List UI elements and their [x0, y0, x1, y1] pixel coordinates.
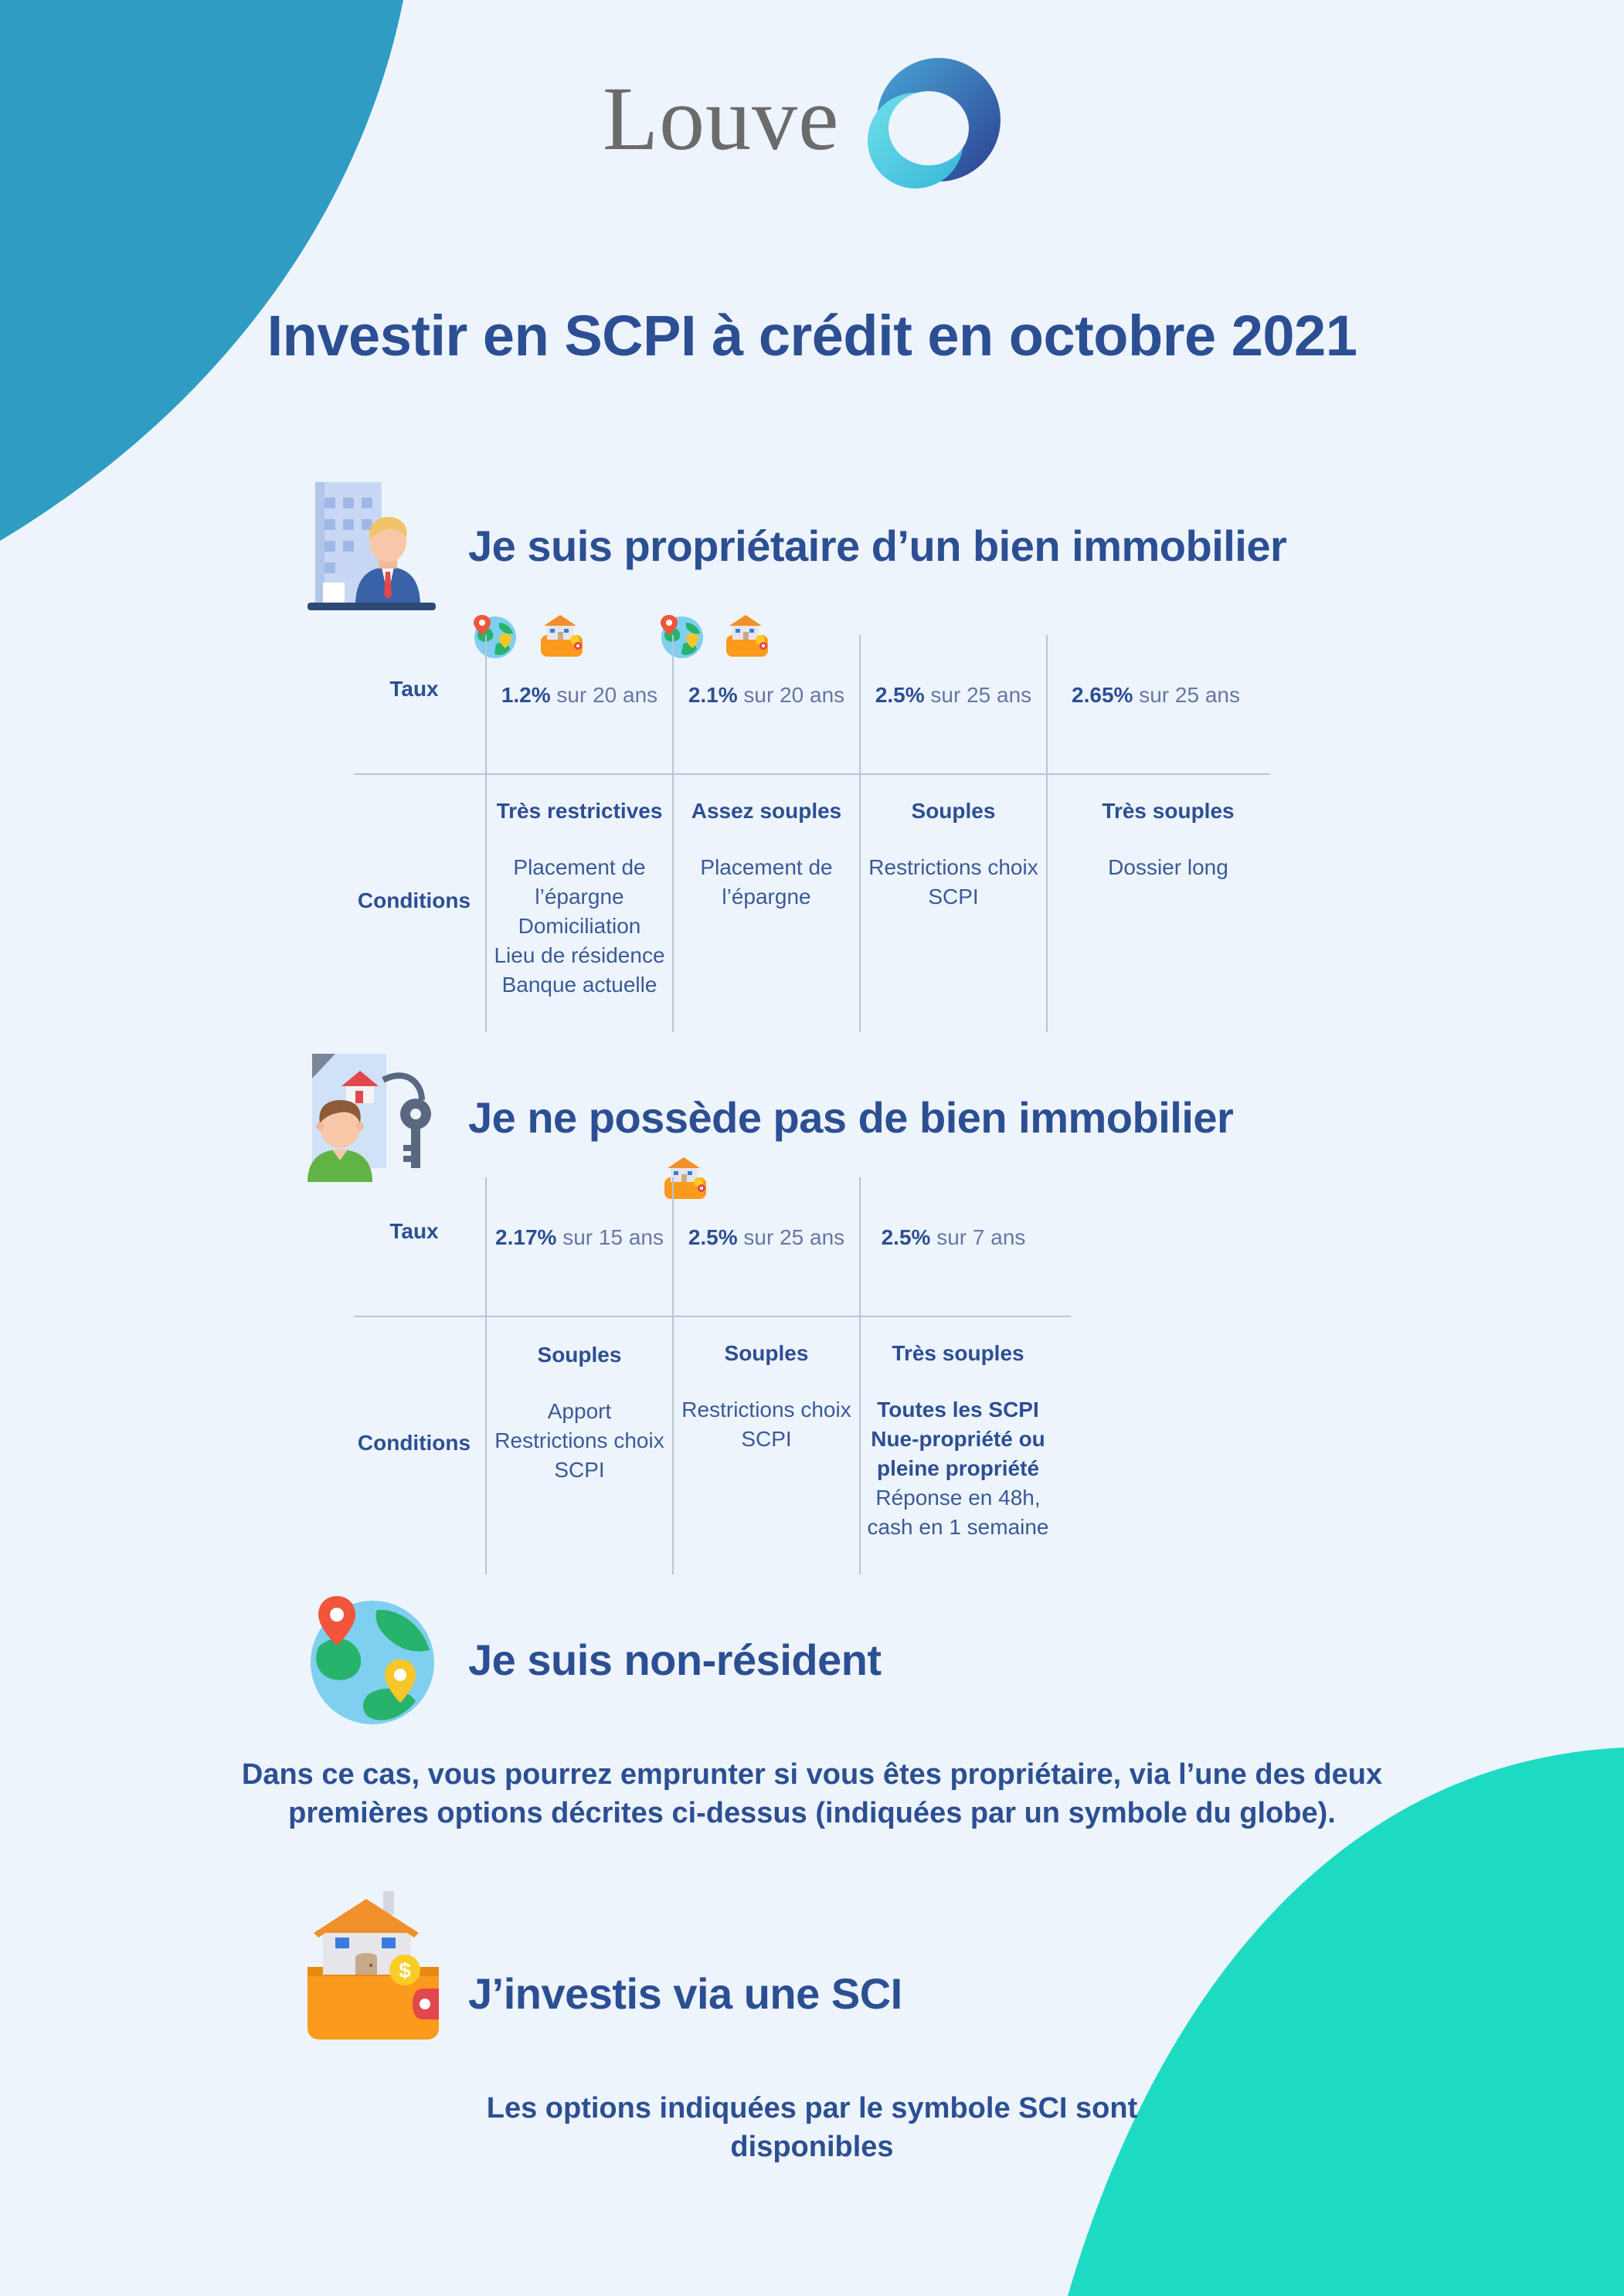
- nonresident-text: Dans ce cas, vous pourrez emprunter si vous êtes propriétaire, via l’une des deux premières options décrites ci-dessus (indiquées par un symbole du globe).: [241, 1758, 1383, 1829]
- owner-rate-2: 2.1% sur 20 ans: [688, 683, 845, 707]
- condition-line: Banque actuelle: [501, 973, 657, 997]
- nonowner-section-title: Je ne possède pas de bien immobilier: [468, 1093, 1234, 1142]
- condition-line: Restrictions choix: [681, 1398, 851, 1421]
- owner-conditions-2: [674, 799, 859, 912]
- nonowner-rate-1: 2.17% sur 15 ans: [495, 1225, 664, 1249]
- condition-title: Très souples: [1102, 799, 1235, 823]
- condition-line: l’épargne: [535, 885, 624, 909]
- condition-line: Toutes les SCPI: [877, 1398, 1039, 1421]
- owner-conditions-1: [487, 799, 672, 1000]
- condition-line: l’épargne: [722, 885, 811, 909]
- nonowner-rate-3: 2.5% sur 7 ans: [881, 1225, 1026, 1249]
- globe-icon: [471, 612, 519, 660]
- conditions-label: Conditions: [357, 1431, 471, 1455]
- person-house-key-icon: [306, 1052, 440, 1184]
- condition-title: Assez souples: [691, 799, 842, 823]
- condition-line: Nue-propriété ou: [871, 1427, 1045, 1451]
- owner-section-title: Je suis propriétaire d’un bien immobilier: [468, 521, 1287, 570]
- condition-line: SCPI: [741, 1427, 792, 1451]
- condition-line: Domiciliation: [518, 914, 641, 938]
- nonowner-conditions-2: [674, 1341, 859, 1454]
- condition-title: Souples: [911, 799, 996, 823]
- decorative-blob-top-left: [0, 0, 409, 541]
- condition-line: pleine propriété: [876, 1456, 1040, 1480]
- condition-title: Souples: [537, 1343, 622, 1367]
- page-title: Investir en SCPI à crédit en octobre 2021: [267, 304, 1357, 368]
- conditions-label: Conditions: [357, 888, 471, 912]
- condition-line: Réponse en 48h,: [875, 1486, 1041, 1510]
- nonresident-section-title: Je suis non-résident: [468, 1635, 882, 1684]
- globe-icon: [658, 612, 706, 660]
- condition-line: SCPI: [554, 1458, 605, 1482]
- taux-label: Taux: [389, 677, 439, 701]
- sci-section-title: J’investis via une SCI: [468, 1969, 902, 2018]
- owner-rate-4: 2.65% sur 25 ans: [1072, 683, 1240, 707]
- condition-line: Dossier long: [1108, 855, 1228, 879]
- grid-line: [354, 1316, 1071, 1317]
- condition-title: Très souples: [892, 1341, 1024, 1365]
- svg-text:$: $: [399, 1958, 411, 1982]
- owner-rate-1: 1.2% sur 20 ans: [501, 683, 658, 707]
- condition-line: cash en 1 semaine: [867, 1515, 1049, 1539]
- sci-house-wallet-icon: [661, 1154, 709, 1202]
- condition-line: Apport: [547, 1399, 612, 1423]
- logo-text: Louve: [603, 68, 840, 169]
- sci-house-wallet-icon: [538, 612, 586, 660]
- nonowner-conditions-1: [487, 1343, 672, 1485]
- nonowner-conditions-3: [861, 1341, 1055, 1542]
- nonowner-rate-2: 2.5% sur 25 ans: [688, 1225, 845, 1249]
- louve-logo-icon: [858, 54, 1004, 193]
- condition-line: Restrictions choix: [494, 1428, 664, 1452]
- sci-house-wallet-icon: [723, 612, 771, 660]
- condition-title: Très restrictives: [496, 799, 663, 823]
- globe-pins-icon: [306, 1593, 439, 1726]
- condition-title: Souples: [724, 1341, 809, 1365]
- condition-line: Restrictions choix: [868, 855, 1038, 879]
- condition-line: Placement de: [700, 855, 833, 879]
- owner-rate-3: 2.5% sur 25 ans: [875, 683, 1032, 707]
- owner-conditions-4: [1048, 799, 1289, 882]
- owner-conditions-3: [861, 799, 1046, 912]
- business-man-icon: [306, 481, 437, 613]
- condition-line: Lieu de résidence: [494, 943, 665, 967]
- house-wallet-icon: [307, 1890, 439, 2041]
- grid-line: [354, 773, 1270, 775]
- sci-text: Les options indiquées par le symbole SCI sont disponibles: [486, 2092, 1138, 2163]
- condition-line: Placement de: [513, 855, 646, 879]
- condition-line: SCPI: [928, 885, 979, 909]
- taux-label: Taux: [389, 1219, 439, 1243]
